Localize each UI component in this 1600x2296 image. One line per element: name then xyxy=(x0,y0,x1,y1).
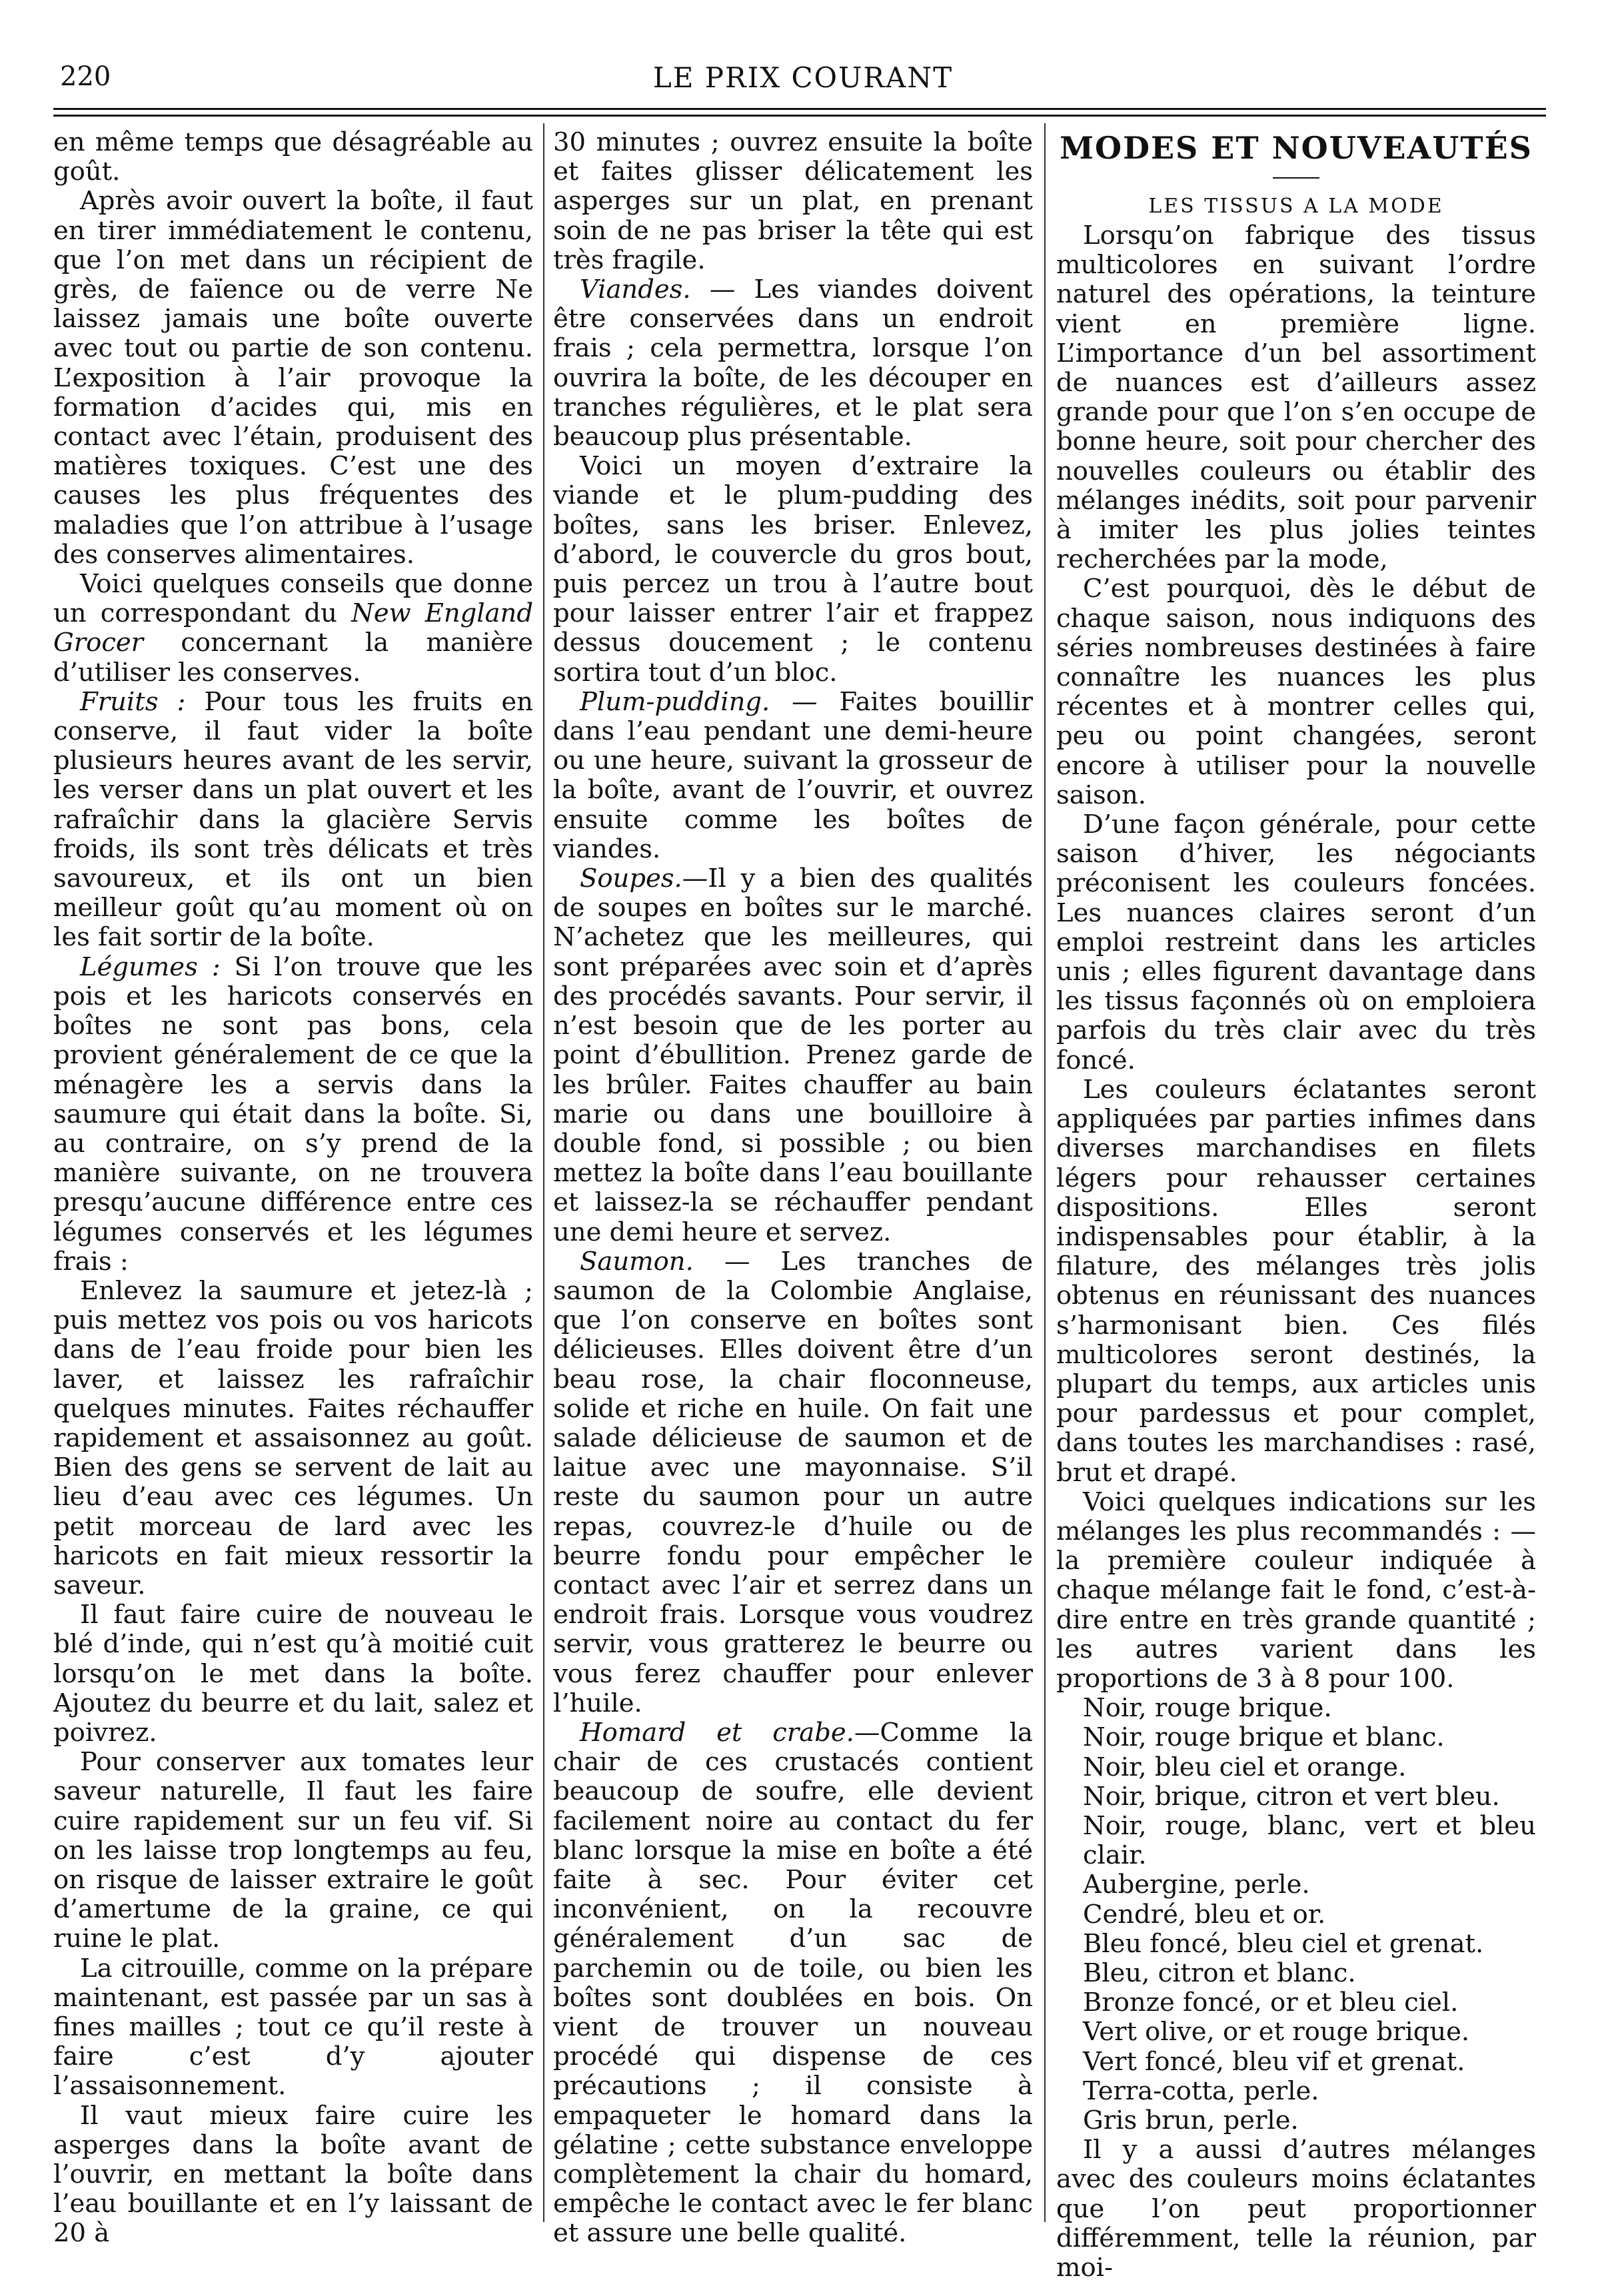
colour-mixture: Noir, brique, citron et vert bleu. xyxy=(1083,1781,1500,1812)
paragraph xyxy=(553,128,1033,275)
colour-mixture: Noir, rouge, blanc, vert et bleu clair. xyxy=(1083,1810,1536,1871)
paragraph xyxy=(1056,810,1536,1075)
paragraph-lead: Fruits : xyxy=(80,686,186,717)
paragraph-text: Il vaut mieux faire cuire les asperges dans la boîte avant de l’ouvrir, en mettant la boîte dans l’eau bouillante et en l’y laissant de 20 à xyxy=(53,2100,533,2249)
paragraph-lead: Plum-pudding. xyxy=(580,686,770,717)
paragraph xyxy=(53,570,533,688)
page-number: 220 xyxy=(60,61,111,92)
colour-mixture: Bleu, citron et blanc. xyxy=(1083,1958,1356,1988)
paragraph xyxy=(53,1954,533,2101)
paragraph-text: — Les tranches de saumon de la Colombie Anglaise, que l’on conserve en boîtes sont délicieuses. Elles doivent être d’un beau rose, la chair floconneuse, solide et riche en huile. On fait une salade délicieuse de saumon et de laitue avec une mayonnaise. S’il reste du saumon pour un autre repas, couvrez-le d’huile ou de beurre fondu pour empêcher le contact avec l’air et serrez dans un endroit frais. Lorsque vous voudrez servir, vous gratterez le beurre ou vous ferez chauffer pour enlever l’huile. xyxy=(553,1246,1033,1718)
paragraph xyxy=(553,452,1033,688)
colour-mixture: Bleu foncé, bleu ciel et grenat. xyxy=(1083,1928,1484,1959)
paragraph xyxy=(553,688,1033,864)
paragraph xyxy=(53,2101,533,2249)
paragraph-text: Si l’on trouve que les pois et les haricots conservés en boîtes ne sont pas bons, cela provient généralement de ce que la ménagère les a servis dans la saumure qui était dans la boîte. Si, au contraire, on s’y prend de la manière suivante, on ne trouvera presqu’aucune différence entre ces légumes conservés et les légumes frais : xyxy=(53,951,533,1277)
running-head xyxy=(60,61,1546,101)
running-title: LE PRIX COURANT xyxy=(652,61,954,94)
colour-mixture: Vert foncé, bleu vif et grenat. xyxy=(1083,2046,1465,2077)
colour-mixture: Gris brun, perle. xyxy=(1083,2105,1299,2135)
paragraph-text: —Il y a bien des qualités de soupes en boîtes sur le marché. N’achetez que les meilleures, qui sont préparées avec soin et d’après des procédés savants. Pour servir, il n’est besoin que de les porter au point d’ébullition. Prenez garde de les brûler. Faites chauffer au bain marie ou dans une bouilloire à double fond, si possible ; ou bien mettez la boîte dans l’eau bouillante et laissez-la se réchauffer pendant une demi heure et servez. xyxy=(553,863,1033,1247)
paragraph: Il y a aussi d’autres mélanges avec des couleurs moins éclatantes que l’on peut proportionner différemment, telle la réunion, par moi- xyxy=(1056,2135,1536,2283)
paragraph xyxy=(53,187,533,570)
paragraph-text: Lorsqu’on fabrique des tissus multicolores en suivant l’ordre naturel des opérations, la teinture vient en première ligne. L’importance d’un bel assortiment de nuances est d’ailleurs assez grande pour que l’on s’en occupe de bonne heure, soit pour chercher des nouvelles couleurs ou établir des mélanges inédits, soit pour parvenir à imiter les plus jolies teintes recherchées par la mode, xyxy=(1056,221,1536,575)
paragraph-text: concernant la manière d’utiliser les conserves. xyxy=(53,628,533,688)
colour-mixture: Cendré, bleu et or. xyxy=(1083,1899,1326,1930)
paragraph xyxy=(1056,574,1536,810)
paragraph-lead: Saumon. xyxy=(580,1246,694,1277)
paragraph xyxy=(553,864,1033,1247)
paragraph xyxy=(53,1748,533,1954)
section-subtitle: LES TISSUS A LA MODE xyxy=(1148,195,1444,218)
paragraph-text: —Comme la chair de ces crustacés contient beaucoup de soufre, elle devient facilement noire au contact du fer blanc lorsque la mise en boîte a été faite à sec. Pour éviter cet inconvénient, on la recouvre généralement d’un sac de parchemin ou de toile, ou bien les boîtes sont doublées en bois. On vient de trouver un nouveau procédé qui dispense de ces précautions ; il consiste à empaqueter le homard dans la gélatine ; cette substance enveloppe complètement la chair du homard, empêche le contact avec le fer blanc et assure une belle qualité. xyxy=(553,1717,1033,2249)
paragraph-text: D’une façon générale, pour cette saison d’hiver, les négociants préconisent les couleurs foncées. Les nuances claires seront d’un emploi restreint dans les articles unis ; elles figurent davantage dans les tissus façonnés où on emploiera parfois du très clair avec du très foncé. xyxy=(1056,810,1536,1075)
colour-mixture: Vert olive, or et rouge brique. xyxy=(1083,2017,1470,2047)
section-title: MODES ET NOUVEAUTÉS xyxy=(1060,130,1533,166)
paragraph xyxy=(53,953,533,1277)
paragraph-text: Il faut faire cuire de nouveau le blé d’inde, qui n’est qu’à moitié cuit lorsqu’on le met dans la boîte. Ajoutez du beurre et du lait, salez et poivrez. xyxy=(53,1600,533,1748)
paragraph-text: Voici quelques indications sur les mélanges les plus recommandés : — la première couleur indiquée à chaque mélange fait le fond, c’est-à-dire entre en très grande quantité ; les autres varient dans les proportions de 3 à 8 pour 100. xyxy=(1056,1486,1536,1694)
column-1 xyxy=(53,128,533,2249)
paragraph xyxy=(53,1600,533,1748)
paragraph-lead: Homard et crabe. xyxy=(580,1717,854,1748)
paragraph-text: Les couleurs éclatantes seront appliquées par parties infimes dans diverses marchandises en filets légers pour rehausser certaines dispositions. Elles seront indispensables pour établir, à la filature, des mélanges très jolis obtenus en réunissant des nuances s’harmonisant bien. Ces filés multicolores seront destinés, la plupart du temps, aux articles unis pour pardessus et pour complet, dans toutes les marchandises : rasé, brut et drapé. xyxy=(1056,1074,1536,1488)
column-2 xyxy=(553,128,1033,2249)
paragraph-lead: Soupes. xyxy=(580,863,682,894)
column-rule xyxy=(543,123,544,2222)
paragraph xyxy=(53,1277,533,1600)
paragraph-text: Pour tous les fruits en conserve, il faut vider la boîte plusieurs heures avant de les servir, les verser dans un plat ouvert et les rafraîchir dans la glacière Servis froids, ils sont très délicats et très savoureux, et ils ont un bien meilleur goût qu’au moment où on les fait sortir de la boîte. xyxy=(53,686,533,953)
header-rule xyxy=(53,115,1546,117)
colour-mixture: Terra-cotta, perle. xyxy=(1083,2075,1319,2106)
paragraph xyxy=(553,1718,1033,2249)
column-rule xyxy=(1044,123,1046,2222)
paragraph xyxy=(1056,1488,1536,1694)
paragraph-text: en même temps que désagréable au goût. xyxy=(53,127,533,187)
paragraph xyxy=(53,128,533,187)
colour-mixture: Noir, rouge brique. xyxy=(1083,1693,1332,1724)
column-3 xyxy=(1056,128,1536,2283)
colour-mixture: Aubergine, perle. xyxy=(1083,1870,1310,1900)
header-rule xyxy=(53,108,1546,110)
colour-mixture: Bronze foncé, or et bleu ciel. xyxy=(1083,1988,1459,2018)
paragraph xyxy=(553,1247,1033,1718)
paragraph-text: Enlevez la saumure et jetez-là ; puis mettez vos pois ou vos haricots dans de l’eau froide pour bien les laver, et laissez les rafraîchir quelques minutes. Faites réchauffer rapidement et assaisonnez au goût. Bien des gens se servent de lait au lieu d’eau avec ces légumes. Un petit morceau de lard avec les haricots en fait mieux ressortir la saveur. xyxy=(53,1275,533,1600)
paragraph-text: C’est pourquoi, dès le début de chaque saison, nous indiquons des séries nombreuses destinées à faire connaître les nuances les plus récentes et à montrer celles qui, peu ou point changées, seront encore à utiliser pour la nouvelle saison. xyxy=(1056,574,1536,810)
paragraph-lead: New England Grocer xyxy=(53,598,533,658)
paragraph xyxy=(1056,221,1536,574)
paragraph-text: La citrouille, comme on la prépare maintenant, est passée par un sas à fines mailles ; tout ce qu’il reste à faire c’est d’y ajouter l’assaisonnement. xyxy=(53,1953,533,2101)
paragraph xyxy=(1056,1075,1536,1488)
paragraph xyxy=(553,275,1033,452)
article-body xyxy=(1056,221,1536,2283)
paragraph-lead: Viandes. xyxy=(580,275,691,305)
paragraph-lead: Légumes : xyxy=(80,951,221,982)
paragraph-text: Après avoir ouvert la boîte, il faut en tirer immédiatement le contenu, que l’on met dans un récipient de grès, de faïence ou de verre Ne laissez jamais une boîte ouverte avec tout ou partie de son contenu. L’exposition à l’air provoque la formation d’acides qui, mis en contact avec l’étain, produisent des matières toxiques. C’est une des causes les plus fréquentes des maladies que l’on attribue à l’usage des conserves alimentaires. xyxy=(53,186,533,570)
paragraph-text: — Les viandes doivent être conservées dans un endroit frais ; cela permettra, lorsque l’on ouvrira la boîte, de les découper en tranches régulières, et le plat sera beaucoup plus présentable. xyxy=(553,275,1033,452)
title-separator xyxy=(1273,177,1319,179)
colour-mixture: Noir, bleu ciel et orange. xyxy=(1083,1752,1407,1782)
paragraph xyxy=(53,688,533,953)
paragraph-text: Pour conserver aux tomates leur saveur naturelle, Il faut les faire cuire rapidement sur un feu vif. Si on les laisse trop longtemps au feu, on risque de laisser extraire le goût d’amertume de la graine, ce qui ruine le plat. xyxy=(53,1747,533,1954)
paragraph-text: Voici un moyen d’extraire la viande et le plum-pudding des boîtes, sans les briser. Enlevez, d’abord, le couvercle du gros bout, puis percez un trou à l’autre bout pour laisser entrer l’air et frappez dessus doucement ; le contenu sortira tout d’un bloc. xyxy=(553,451,1033,688)
paragraph-text: 30 minutes ; ouvrez ensuite la boîte et faites glisser délicatement les asperges sur un plat, en prenant soin de ne pas briser la tête qui est très fragile. xyxy=(553,127,1033,275)
paragraph-text: Voici quelques conseils que donne un correspondant du xyxy=(53,569,533,629)
colour-mixture: Noir, rouge brique et blanc. xyxy=(1083,1722,1445,1753)
paragraph-text: — Faites bouillir dans l’eau pendant une demi-heure ou une heure, suivant la grosseur de la boîte, avant de l’ouvrir, et ouvrez ensuite comme les boîtes de viandes. xyxy=(553,686,1033,864)
